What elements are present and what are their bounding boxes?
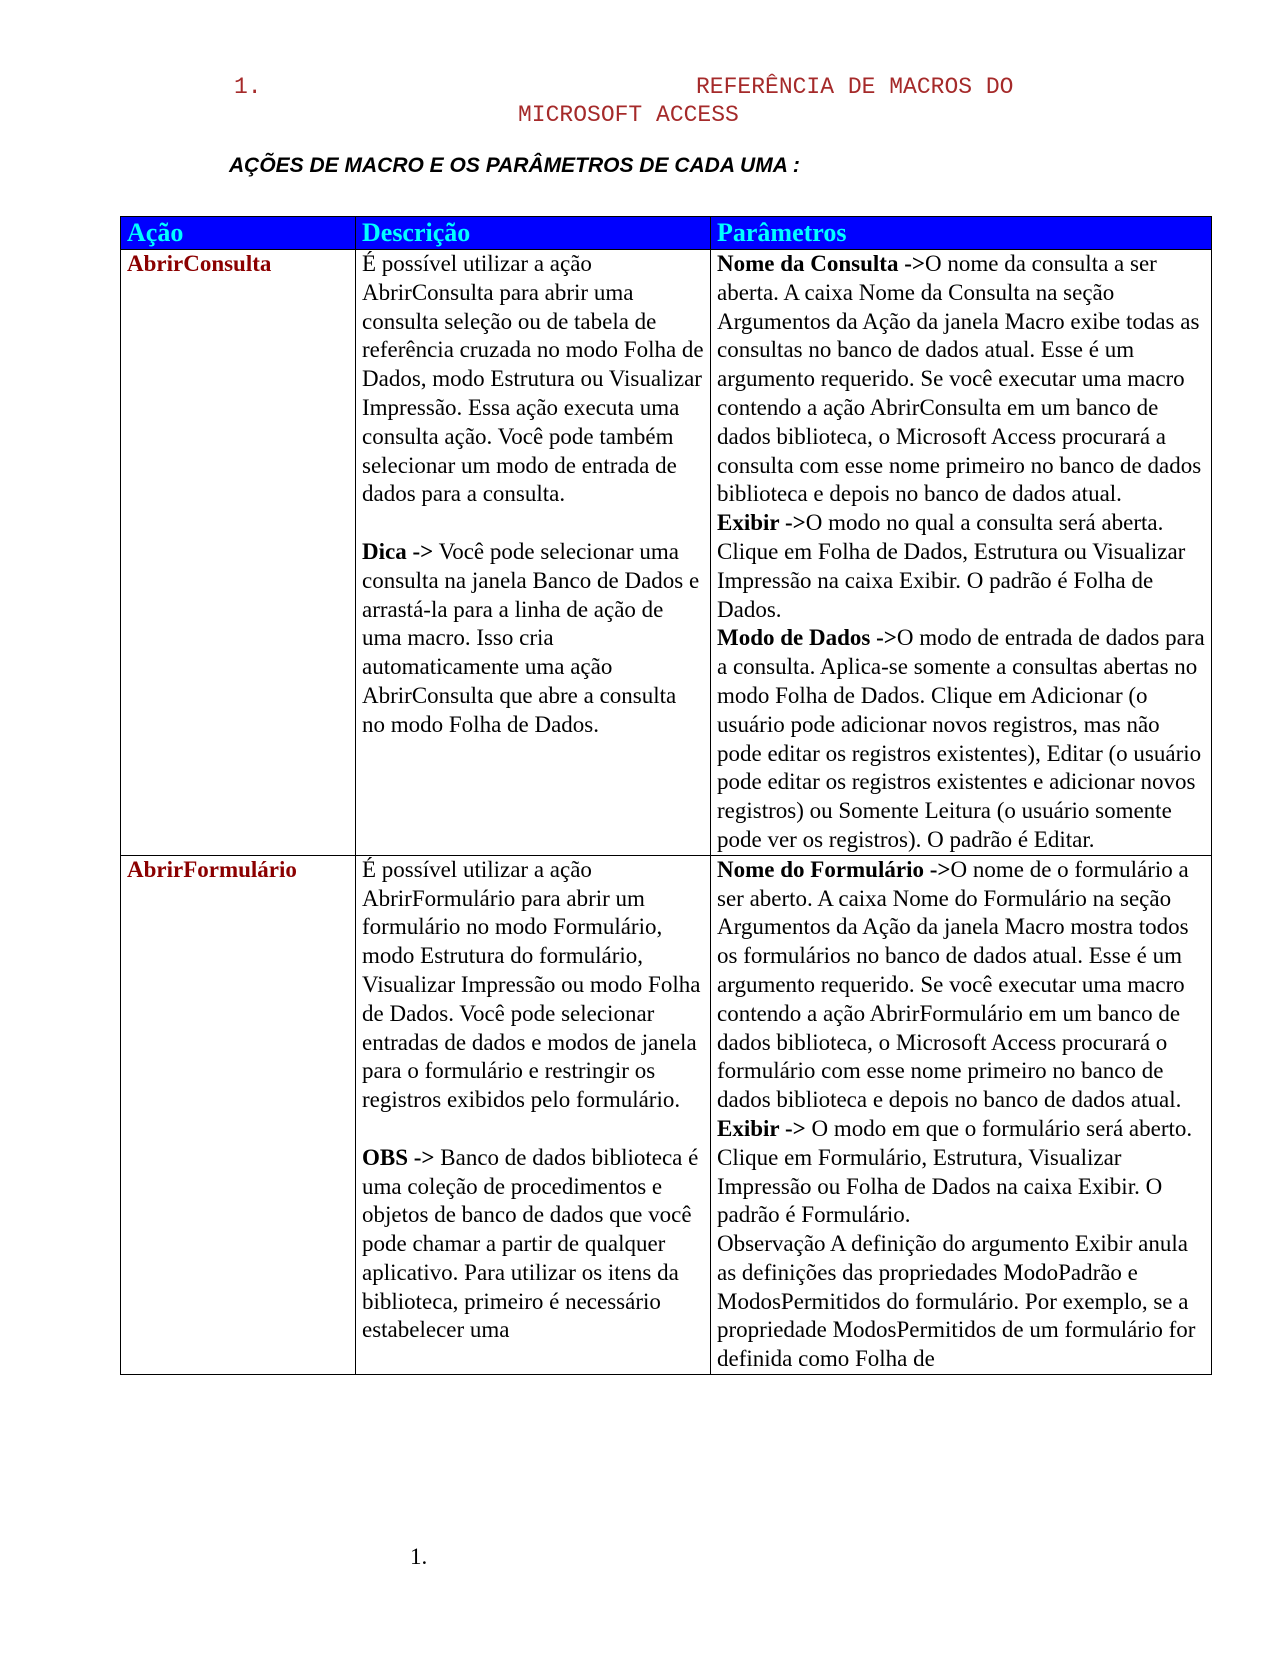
parameters-cell xyxy=(711,250,1212,856)
note-label: Dica -> xyxy=(362,538,434,564)
parameter-label: Exibir -> xyxy=(717,510,806,536)
note-label: OBS -> xyxy=(362,1144,435,1170)
parameter-entry xyxy=(717,250,1205,509)
parameter-entry xyxy=(717,624,1205,854)
note-text: Banco de dados biblioteca é xyxy=(434,1144,699,1170)
heading-title-line-1: REFERÊNCIA DE MACROS DO xyxy=(696,74,1014,100)
macro-reference-table xyxy=(120,216,1212,1375)
page-number: 1. xyxy=(410,1544,428,1569)
parameter-observation: Observação A definição do argumento Exibir anula as definições das propriedades ModoPadrão e ModosPermitidos do formulário. Por exemplo, se a propriedade ModosPermitidos de um formulário for definida como Folha de xyxy=(717,1231,1196,1372)
parameters-cell xyxy=(711,855,1212,1374)
parameter-label: Exibir -> xyxy=(717,1115,806,1141)
section-subtitle: AÇÕES DE MACRO E OS PARÂMETROS DE CADA UMA : xyxy=(229,154,800,177)
description-cell xyxy=(356,855,711,1374)
header-description: Descrição xyxy=(356,217,711,250)
action-cell xyxy=(121,250,356,856)
description-note-continued: uma coleção de procedimentos e objetos de banco de dados que você pode chamar a partir de qualquer aplicativo. Para utilizar os itens da biblioteca, primeiro é necessário estabelecer uma xyxy=(362,1173,692,1343)
action-cell xyxy=(121,855,356,1374)
header-action: Ação xyxy=(121,217,356,250)
parameter-text: O modo de entrada de dados para a consulta. Aplica-se somente a consultas abertas no modo Folha de Dados. Clique em Adicionar (o usuário pode adicionar novos registros, mas não pode editar os registros existentes), Editar (o usuário pode editar os registros existentes e adicionar novos registros) ou Somente Leitura (o usuário somente pode ver os registros). O padrão é Editar. xyxy=(717,625,1205,852)
parameter-label: Modo de Dados -> xyxy=(717,625,897,651)
parameter-entry xyxy=(717,509,1205,624)
note-text: Você pode selecionar uma consulta na janela Banco de Dados e arrastá-la para a linha de ação de uma macro. Isso cria automaticamente uma ação AbrirConsulta que abre a consulta no modo Folha de Dados. xyxy=(362,538,700,737)
heading-title-line-2: MICROSOFT ACCESS xyxy=(518,102,739,128)
description-text: É possível utilizar a ação AbrirFormulário para abrir um formulário no modo Formulário, modo Estrutura do formulário, Visualizar Impressão ou modo Folha de Dados. Você pode selecionar entradas de dados e modos de janela para o formulário e restringir os registros exibidos pelo formulário. xyxy=(362,856,701,1113)
table-row xyxy=(121,855,1212,1374)
description-note xyxy=(362,1144,704,1173)
action-name: AbrirFormulário xyxy=(127,856,297,882)
header-parameters: Parâmetros xyxy=(711,217,1212,250)
heading-number: 1. xyxy=(234,74,262,100)
parameter-text: O nome da consulta a ser aberta. A caixa Nome da Consulta na seção Argumentos da Ação da janela Macro exibe todas as consultas no banco de dados atual. Esse é um argumento requerido. Se você executar uma macro contendo a ação AbrirConsulta em um banco de dados biblioteca, o Microsoft Access procurará a consulta com esse nome primeiro no banco de dados biblioteca e depois no banco de dados atual. xyxy=(717,251,1202,507)
description-note xyxy=(362,538,704,740)
parameter-text: O modo em que o formulário será aberto. Clique em Formulário, Estrutura, Visualizar Impressão ou Folha de Dados na caixa Exibir. O padrão é Formulário. xyxy=(717,1115,1193,1228)
parameter-entry xyxy=(717,856,1205,1115)
table-header-row xyxy=(121,217,1212,250)
parameter-label: Nome da Consulta -> xyxy=(717,251,925,276)
description-text: É possível utilizar a ação AbrirConsulta para abrir uma consulta seleção ou de tabela de referência cruzada no modo Folha de Dados, modo Estrutura ou Visualizar Impressão. Essa ação executa uma consulta ação. Você pode também selecionar um modo de entrada de dados para a consulta. xyxy=(362,251,704,507)
action-name: AbrirConsulta xyxy=(127,251,272,276)
parameter-text: O nome de o formulário a ser aberto. A caixa Nome do Formulário na seção Argumentos da Ação da janela Macro mostra todos os formulários no banco de dados atual. Esse é um argumento requerido. Se você executar uma macro contendo a ação AbrirFormulário em um banco de dados biblioteca, o Microsoft Access procurará o formulário com esse nome primeiro no banco de dados biblioteca e depois no banco de dados atual. xyxy=(717,856,1189,1113)
parameter-entry xyxy=(717,1115,1205,1230)
parameter-text: O modo no qual a consulta será aberta. Clique em Folha de Dados, Estrutura ou Visualizar Impressão na caixa Exibir. O padrão é Folha de Dados. xyxy=(717,510,1186,622)
description-cell xyxy=(356,250,711,856)
table-row xyxy=(121,250,1212,856)
parameter-label: Nome do Formulário -> xyxy=(717,856,951,882)
